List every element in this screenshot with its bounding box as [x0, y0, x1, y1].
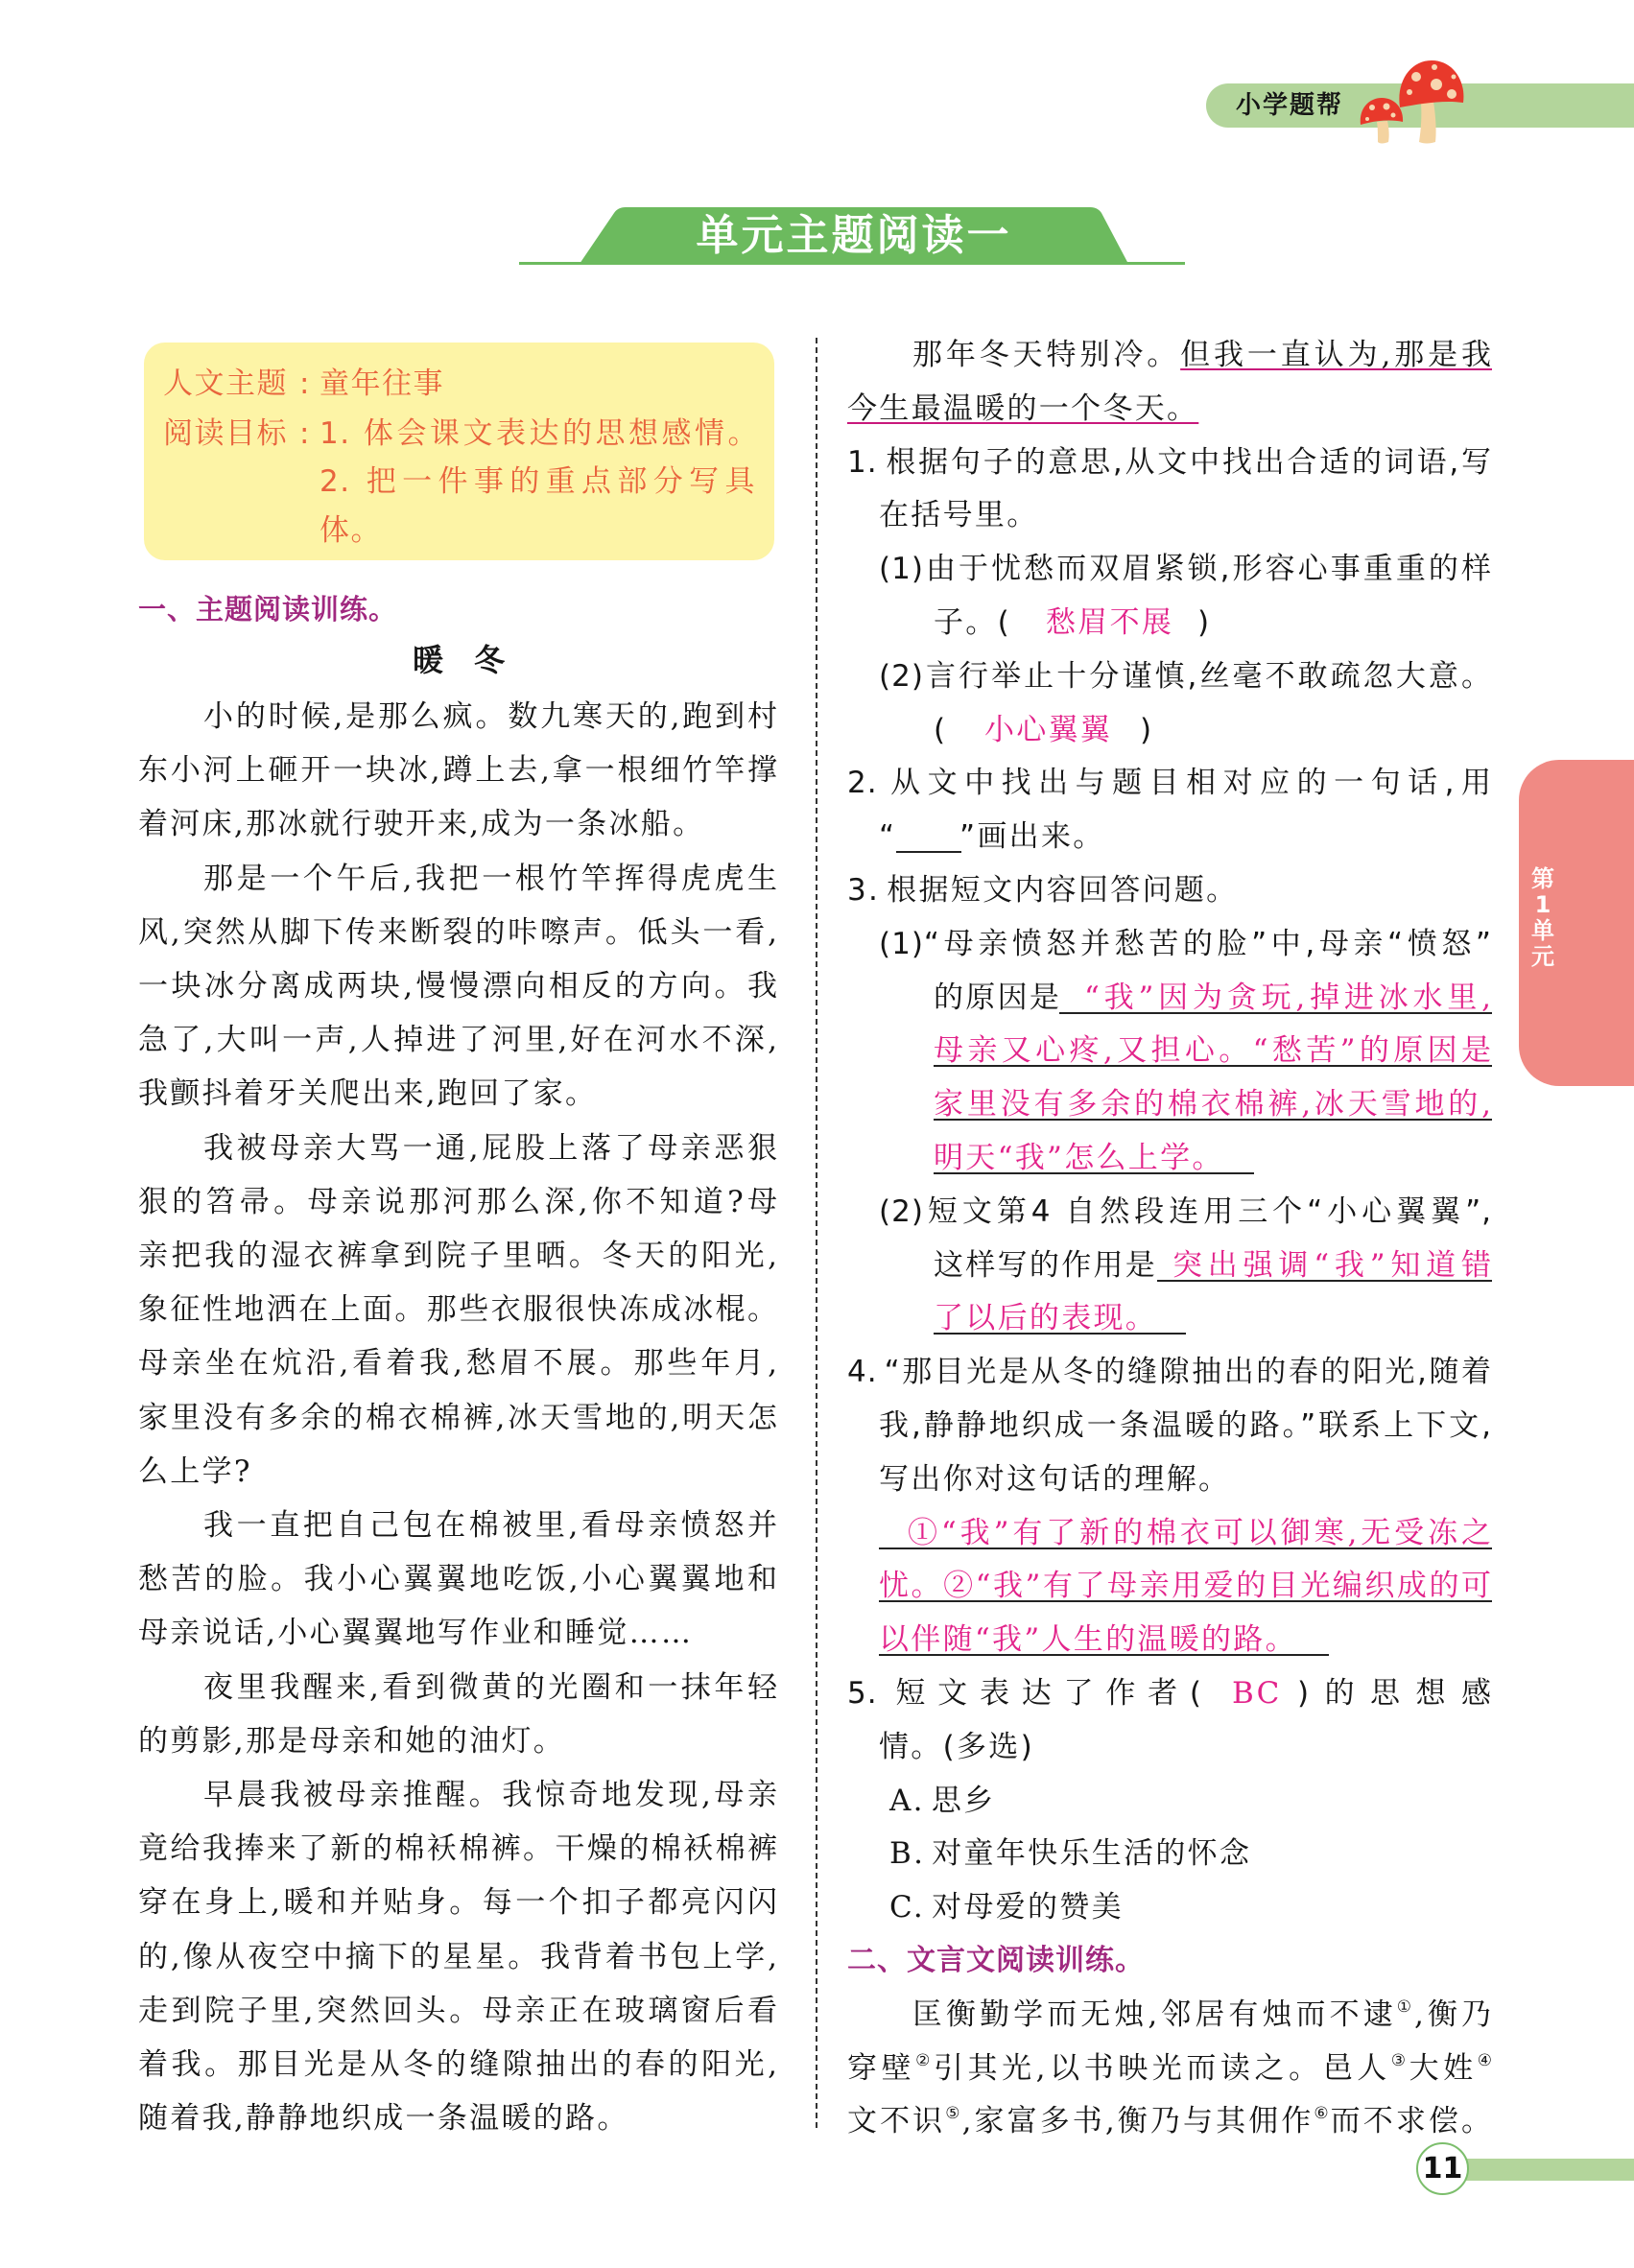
question-text: 从文中找出与题目相对应的一句话,用 [884, 766, 1492, 800]
theme-label: 人文主题 [163, 366, 288, 401]
passage-line: 随着我,静静地织成一条温暖的路。 [138, 2101, 629, 2136]
passage-line: 风,突然从脚下传来断裂的咔嚓声。低头一看, [138, 915, 778, 950]
passage-line: 着我。那目光是从冬的缝隙抽出的春的阳光, [138, 2047, 778, 2082]
passage-line: 狠的笤帚。母亲说那河那么深,你不知道?母 [138, 1185, 778, 1219]
section-heading: 一、主题阅读训练。 [138, 593, 398, 626]
question-1 [847, 436, 1492, 489]
close-paren: ) [1197, 605, 1212, 640]
passage-line: 竟给我捧来了新的棉袄棉裤。干燥的棉袄棉裤 [138, 1831, 778, 1866]
passage-line: 那是一个午后,我把一根竹竿挥得虎虎生 [203, 862, 778, 896]
footnote-marker: ④ [1477, 2051, 1492, 2070]
passage-text: ,家富多书,衡乃与其佣作 [961, 2104, 1314, 2138]
subquestion-text: 子。( [934, 605, 1011, 640]
answer-text: 明天“我”怎么上学。 [934, 1141, 1224, 1175]
question-5 [847, 1666, 1202, 1720]
passage-line: 着河床,那冰就行驶开来,成为一条冰船。 [138, 807, 705, 841]
option-text: 对童年快乐生活的怀念 [932, 1836, 1252, 1871]
question-number: 4. [847, 1355, 878, 1389]
passage-line: 东小河上砸开一块冰,蹲上去,拿一根细竹竿撑 [138, 753, 778, 788]
question-3 [847, 863, 1239, 917]
question-number: 3. [847, 873, 881, 908]
question-text: 短文表达了作者( [884, 1676, 1202, 1711]
theme-separator: : [299, 366, 311, 401]
question-text: “那目光是从冬的缝隙抽出的春的阳光,随着 [884, 1355, 1492, 1389]
option-key: B. [889, 1836, 926, 1871]
question-text: 写出你对这句话的理解。 [879, 1462, 1231, 1497]
passage-text: 引其光,以书映光而读之。邑人 [933, 2051, 1391, 2086]
question-text: )的思想感 [1297, 1676, 1492, 1711]
passage-line: 亲把我的湿衣裤拿到院子里晒。冬天的阳光, [138, 1239, 778, 1273]
question-number: 1. [847, 445, 878, 480]
answer-text: 愁眉不展 [1046, 605, 1174, 640]
key-sentence-underlined: 今生最温暖的一个冬天。 [847, 391, 1199, 426]
passage-text: 大姓 [1409, 2051, 1478, 2086]
passage-line: 我一直把自己包在棉被里,看母亲愤怒并 [203, 1508, 778, 1543]
column-divider [816, 338, 817, 2130]
footnote-marker: ① [1396, 1997, 1415, 2017]
passage-line: 的,像从夜空中摘下的星星。我背着书包上学, [138, 1940, 778, 1974]
goal-label: 阅读目标 [163, 416, 288, 451]
page-number-bar [1466, 2159, 1634, 2181]
answer-text: 忧。②“我”有了母亲用爱的目光编织成的可 [879, 1569, 1492, 1603]
unit-label-char: 元 [1531, 943, 1554, 970]
answer-text: “我”因为贪玩,掉进冰水里, [1084, 980, 1492, 1015]
option-c [889, 1880, 1124, 1934]
blank-underline [896, 851, 961, 853]
answer-text: ①“我”有了新的棉衣可以御寒,无受冻之 [908, 1516, 1492, 1550]
subquestion-text: (2)短文第4 自然段连用三个“小心翼翼”, [879, 1194, 1492, 1229]
question-4 [847, 1345, 1492, 1399]
key-sentence-underlined: 但我一直认为,那是我 [1180, 338, 1492, 372]
option-text: 对母爱的赞美 [932, 1890, 1124, 1925]
brand-label: 小学题帮 [1236, 91, 1344, 120]
question-number: 5. [847, 1676, 878, 1711]
passage-title: 暖 冬 [412, 642, 505, 678]
subquestion-text: (1)由于忧愁而双眉紧锁,形容心事重重的样 [879, 552, 1492, 586]
passage-line: 母亲说话,小心翼翼地写作业和睡觉…… [138, 1616, 694, 1650]
passage-line [912, 328, 1492, 382]
question-text: 情。(多选) [879, 1730, 1034, 1764]
passage-line: 母亲坐在炕沿,看着我,愁眉不展。那些年月, [138, 1346, 778, 1381]
answer-text: 以伴随“我”人生的温暖的路。 [879, 1622, 1297, 1657]
unit-label-char: 单 [1531, 917, 1554, 944]
answer-text: 突出强调“我”知道错 [1172, 1248, 1492, 1283]
question-text: 根据句子的意思,从文中找出合适的词语,写 [884, 445, 1492, 480]
question-2 [847, 756, 1492, 810]
option-key: C. [889, 1890, 926, 1925]
unit-label [1528, 866, 1557, 970]
passage-text: 那年冬天特别冷。 [912, 338, 1181, 372]
answer-text: 小心翼翼 [984, 713, 1113, 747]
goal-item: 1. 体会课文表达的思想感情。 [320, 416, 759, 451]
passage-line: 小的时候,是那么疯。数九寒天的,跑到村 [203, 699, 778, 734]
answer-text: 了以后的表现。 [934, 1301, 1158, 1335]
passage-line: 我颤抖着牙关爬出来,跑回了家。 [138, 1076, 598, 1111]
section-heading: 二、文言文阅读训练。 [847, 1944, 1145, 1977]
passage-text: 穿壁 [847, 2051, 916, 2086]
page-number: 11 [1416, 2142, 1469, 2195]
passage-line [847, 382, 1198, 436]
subquestion-text: 的原因是 [934, 980, 1062, 1015]
passage-line: 象征性地洒在上面。那些衣服很快冻成冰棍。 [138, 1292, 778, 1327]
footnote-marker: ② [915, 2051, 934, 2070]
question-text: 我,静静地织成一条温暖的路。”联系上下文, [879, 1408, 1492, 1443]
passage-text: 文不识 [847, 2104, 946, 2138]
subquestion-text: 这样写的作用是 [934, 1248, 1158, 1283]
passage-line: 穿在身上,暖和并贴身。每一个扣子都亮闪闪 [138, 1885, 778, 1920]
passage-line: 的剪影,那是母亲和她的油灯。 [138, 1724, 566, 1759]
option-text: 思乡 [931, 1784, 996, 1818]
option-b [889, 1827, 1251, 1880]
passage-line: 我被母亲大骂一通,屁股上落了母亲恶狠 [203, 1131, 778, 1166]
goal-item: 体。 [320, 513, 382, 548]
open-paren: ( [934, 713, 948, 747]
unit-label-char: 1 [1534, 891, 1551, 918]
footnote-marker: ⑤ [945, 2104, 962, 2123]
footnote-marker: ⑥ [1314, 2104, 1331, 2123]
passage-line: 么上学? [138, 1454, 252, 1489]
classical-passage-line [847, 2042, 1492, 2095]
goal-item: 2. 把一件事的重点部分写具 [320, 464, 756, 499]
passage-line: 急了,大叫一声,人掉进了河里,好在河水不深, [138, 1023, 778, 1057]
goal-separator: : [299, 416, 311, 451]
option-a [889, 1774, 995, 1828]
question-number: 2. [847, 766, 878, 800]
answer-text: 母亲又心疼,又担心。“愁苦”的原因是 [934, 1033, 1492, 1068]
option-key: A. [889, 1784, 925, 1818]
passage-line: 愁苦的脸。我小心翼翼地吃饭,小心翼翼地和 [138, 1562, 778, 1596]
passage-line: 夜里我醒来,看到微黄的光圈和一抹年轻 [203, 1670, 778, 1705]
passage-text: 而不求偿。 [1330, 2104, 1492, 2138]
passage-line: 家里没有多余的棉衣棉裤,冰天雪地的,明天怎 [138, 1401, 778, 1435]
question-text: 在括号里。 [879, 498, 1039, 532]
passage-text: 匡衡勤学而无烛,邻居有烛而不逮 [912, 1997, 1397, 2032]
footnote-marker: ③ [1390, 2051, 1409, 2070]
unit-label-char: 第 [1531, 865, 1554, 892]
classical-passage-line [847, 2094, 1492, 2148]
passage-text: ,衡乃 [1414, 1997, 1492, 2032]
page-title: 单元主题阅读一 [696, 211, 1012, 260]
close-paren: ) [1140, 713, 1154, 747]
question-text: 根据短文内容回答问题。 [887, 873, 1239, 908]
quote-open: “ [879, 819, 897, 854]
passage-line: 一块冰分离成两块,慢慢漂向相反的方向。我 [138, 969, 778, 1004]
subquestion-text: (2)言行举止十分谨慎,丝毫不敢疏忽大意。 [879, 659, 1492, 694]
theme-value: 童年往事 [320, 366, 444, 401]
passage-line: 早晨我被母亲推醒。我惊奇地发现,母亲 [203, 1778, 778, 1812]
classical-passage-line [912, 1988, 1492, 2042]
passage-line: 走到院子里,突然回头。母亲正在玻璃窗后看 [138, 1994, 778, 2028]
subquestion-text: (1)“母亲愤怒并愁苦的脸”中,母亲“愤怒” [879, 927, 1492, 961]
answer-text: 家里没有多余的棉衣棉裤,冰天雪地的, [934, 1087, 1492, 1122]
answer-text: BC [1232, 1676, 1282, 1711]
question-text: ”画出来。 [959, 819, 1105, 854]
